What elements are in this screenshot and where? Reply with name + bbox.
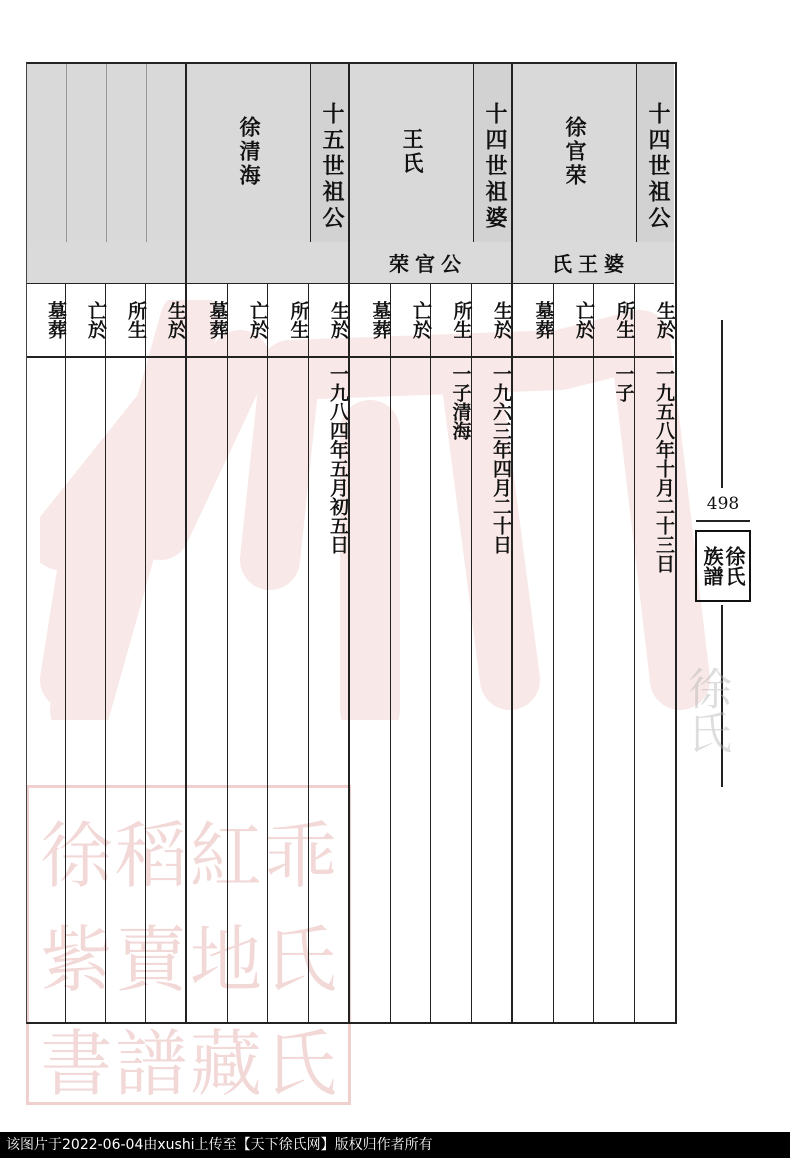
label-divider: [431, 356, 471, 358]
margin-watermark: 徐氏: [680, 666, 731, 754]
label-divider: [635, 356, 675, 358]
field-burial: [513, 284, 553, 1024]
logo-text: 族譜: [700, 546, 724, 586]
field-label: 所生: [450, 301, 473, 339]
label-divider: [106, 356, 145, 358]
field-value: 一九六三年四月二十日: [490, 364, 512, 554]
field-value: 一九五八年十月二十三日: [653, 364, 675, 573]
label-divider: [66, 356, 105, 358]
field-burial: [350, 284, 390, 1024]
label-divider: [472, 356, 512, 358]
field-born: [471, 284, 512, 1024]
header-divider: [146, 62, 147, 242]
label-divider: [228, 356, 268, 358]
group-header: [187, 62, 348, 243]
field-burial: [26, 284, 65, 1024]
field-columns: [350, 284, 511, 1024]
field-children: [105, 284, 145, 1024]
seal-char: 藏: [189, 1022, 262, 1106]
field-value: 一子: [612, 364, 635, 402]
spouse-label: 氏王婆: [513, 242, 674, 284]
label-divider: [391, 356, 431, 358]
generation-title: 十四世祖公: [636, 62, 674, 242]
label-divider: [187, 356, 227, 358]
label-divider: [309, 356, 349, 358]
page-number: 498: [706, 494, 740, 514]
generation-title: 十四世祖婆: [473, 62, 511, 242]
field-value: 一九八四年五月初五日: [327, 364, 349, 554]
spouse-label: 荣官公: [350, 242, 511, 284]
field-columns: [187, 284, 348, 1024]
label-divider: [350, 356, 390, 358]
field-label: 生於: [654, 301, 676, 339]
margin-rule-top: [721, 320, 723, 488]
field-label: 墓葬: [206, 301, 229, 339]
seal-char: 乖: [264, 814, 337, 898]
person-name: 王氏: [400, 128, 425, 176]
genealogy-logo: [695, 530, 751, 602]
field-label: 亡於: [85, 301, 107, 339]
label-divider: [268, 356, 308, 358]
field-label: 生於: [491, 301, 513, 339]
seal-char: 紫: [40, 918, 113, 1002]
page-number-rule: [696, 520, 750, 522]
field-children: [430, 284, 471, 1024]
field-columns: [26, 284, 185, 1024]
generation-title: 十五世祖公: [310, 62, 348, 242]
seal-char: 氏: [264, 1022, 337, 1106]
person-name: 徐官荣: [563, 116, 588, 188]
generation-group-15th-xu-qinghai: [185, 62, 348, 1024]
seal-char: 譜: [115, 1022, 188, 1106]
label-divider: [554, 356, 594, 358]
header-divider: [106, 62, 107, 242]
table-columns: [26, 62, 677, 1024]
field-died: [553, 284, 594, 1024]
field-died: [227, 284, 268, 1024]
field-burial: [187, 284, 227, 1024]
group-subheader: [26, 242, 185, 284]
field-died: [390, 284, 431, 1024]
label-divider: [26, 356, 65, 358]
label-divider: [513, 356, 553, 358]
field-label: 所生: [125, 301, 147, 339]
seal-char: 書: [40, 1022, 113, 1106]
field-label: 墓葬: [532, 301, 555, 339]
group-header: [513, 62, 674, 243]
seal-char: 紅: [189, 814, 262, 898]
seal-char: 地: [189, 918, 262, 1002]
field-label: 墓葬: [369, 301, 392, 339]
seal-char: 稻: [115, 814, 188, 898]
field-died: [65, 284, 105, 1024]
field-children: [593, 284, 634, 1024]
field-label: 所生: [613, 301, 636, 339]
group-subheader: [187, 242, 348, 284]
field-label: 生於: [165, 301, 187, 339]
generation-group-14th-xu-guanrong: [511, 62, 674, 1024]
field-children: [267, 284, 308, 1024]
generation-group-14th-wang-shi: [348, 62, 511, 1024]
seal-char: 氏: [264, 918, 337, 1002]
seal-char: 徐: [40, 814, 113, 898]
header-divider: [66, 62, 67, 242]
field-label: 亡於: [247, 301, 269, 339]
group-header: [350, 62, 511, 243]
field-label: 生於: [328, 301, 350, 339]
field-label: 所生: [287, 301, 310, 339]
genealogy-table: [26, 62, 677, 1024]
person-name: 徐清海: [237, 116, 262, 188]
field-label: 亡於: [573, 301, 595, 339]
field-columns: [513, 284, 674, 1024]
field-value: 一子清海: [449, 364, 472, 440]
group-header: [26, 62, 185, 243]
field-born: [308, 284, 349, 1024]
field-label: 墓葬: [45, 301, 67, 339]
label-divider: [146, 356, 185, 358]
logo-text: 徐氏: [722, 546, 746, 586]
upload-credit-bar: 该图片于2022-06-04由xushi上传至【天下徐氏网】版权归作者所有: [0, 1132, 790, 1158]
field-born: [145, 284, 185, 1024]
label-divider: [594, 356, 634, 358]
seal-char: 賣: [115, 918, 188, 1002]
generation-group-blank: [26, 62, 185, 1024]
field-label: 亡於: [410, 301, 432, 339]
